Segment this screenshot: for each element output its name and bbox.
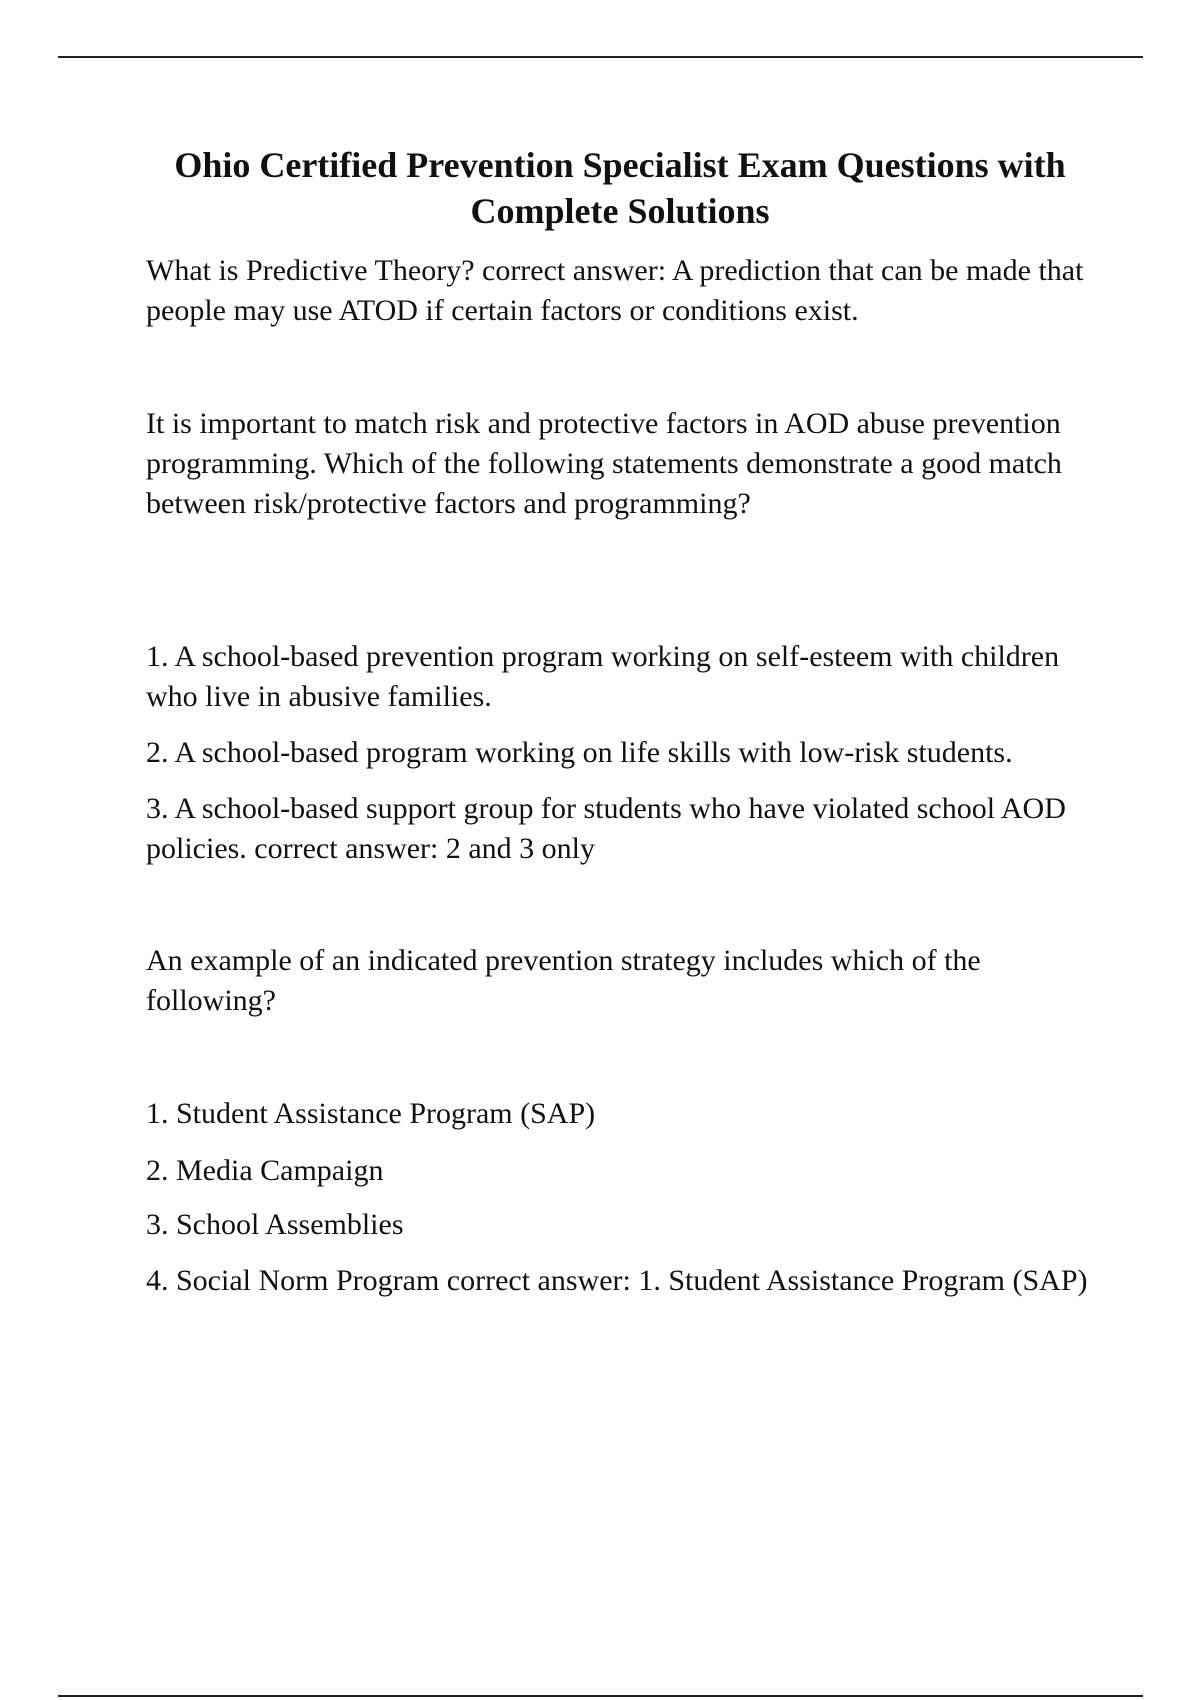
question-2-option-1: 1. A school-based prevention program working on self-esteem with children who live in abusive families. bbox=[146, 640, 1060, 713]
question-2-stem: It is important to match risk and protective factors in AOD abuse prevention programming. Which of the following statements demonstrate a good match between risk/protective factors and programming? bbox=[146, 407, 1062, 520]
document-title: Ohio Certified Prevention Specialist Exam Questions with Complete Solutions bbox=[174, 145, 1066, 231]
bottom-divider bbox=[58, 1695, 1143, 1697]
question-3-option-1: 1. Student Assistance Program (SAP) bbox=[146, 1097, 596, 1130]
question-2-option-2: 2. A school-based program working on life skills with low-risk students. bbox=[146, 736, 1013, 769]
question-2-option-3: 3. A school-based support group for students who have violated school AOD policies. correct answer: 2 and 3 only bbox=[146, 792, 1066, 865]
question-1-text: What is Predictive Theory? correct answer: A prediction that can be made that people may use ATOD if certain factors or conditions exist. bbox=[146, 254, 1084, 327]
top-divider bbox=[58, 56, 1143, 58]
question-3-option-3: 3. School Assemblies bbox=[146, 1208, 404, 1241]
question-3-stem: An example of an indicated prevention strategy includes which of the following? bbox=[146, 944, 981, 1017]
question-3-option-4: 4. Social Norm Program correct answer: 1. Student Assistance Program (SAP) bbox=[146, 1264, 1088, 1297]
question-3-option-2: 2. Media Campaign bbox=[146, 1154, 384, 1187]
